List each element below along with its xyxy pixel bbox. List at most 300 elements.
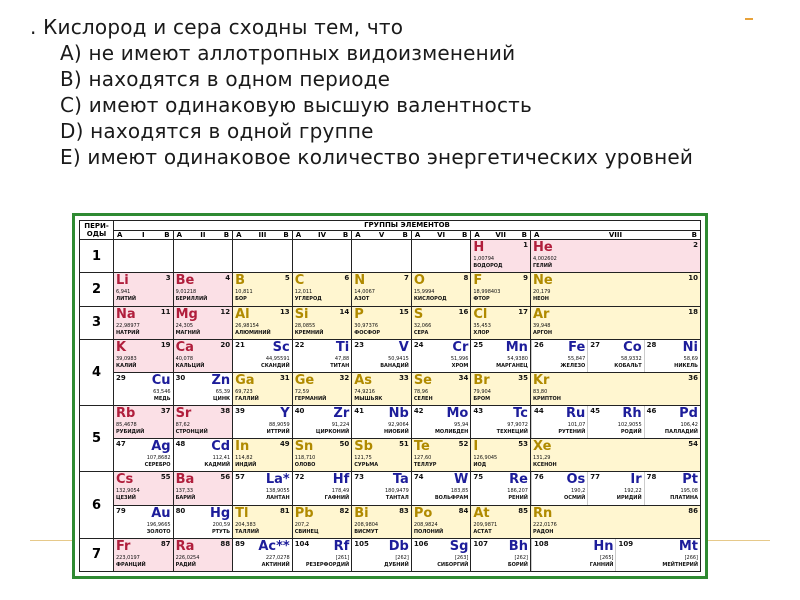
group-label-IV [292, 230, 352, 240]
element-name: ФТОР [473, 296, 490, 303]
atomic-mass: 121,75 [354, 455, 372, 462]
table-cell [352, 505, 412, 538]
atomic-mass: 208,9804 [354, 521, 379, 528]
element-name: НИОБИЙ [384, 429, 409, 436]
group-label-part: В [521, 230, 527, 239]
atomic-number: 48 [175, 440, 186, 449]
element-symbol: Po [413, 505, 433, 521]
element-name: ИРИДИЙ [616, 495, 642, 502]
element-Pt[interactable] [644, 472, 700, 504]
atomic-mass: 223,0197 [116, 554, 140, 561]
element-Co[interactable] [587, 340, 643, 372]
element-Ar[interactable] [531, 307, 700, 339]
element-Na[interactable] [114, 307, 173, 339]
element-symbol: H [473, 240, 485, 256]
element-Se[interactable] [412, 373, 471, 405]
atomic-number: 85 [518, 506, 528, 515]
element-symbol: Sg [449, 538, 469, 554]
element-symbol: Mt [678, 538, 699, 554]
table-cell [173, 339, 233, 372]
element-Zr[interactable] [293, 406, 352, 438]
element-Si[interactable] [293, 307, 352, 339]
period-number: 4 [80, 339, 114, 405]
element-Ta[interactable] [352, 472, 411, 504]
atomic-number: 32 [339, 373, 350, 382]
element-name: СВИНЕЦ [294, 528, 319, 535]
element-name: КОБАЛЬТ [614, 362, 642, 369]
atomic-number: 25 [473, 340, 484, 349]
element-Ra[interactable] [174, 539, 233, 571]
element-name: ОСМИЙ [564, 495, 586, 502]
element-Sn[interactable] [293, 439, 352, 471]
question-stem: . Кислород и сера сходны тем, что [30, 15, 404, 39]
atomic-number: 2 [693, 241, 698, 250]
atomic-number: 50 [339, 440, 350, 449]
table-cell [292, 439, 352, 472]
element-Tl[interactable] [233, 506, 292, 538]
element-Te[interactable] [412, 439, 471, 471]
table-cell [530, 306, 700, 339]
element-name: ЦИРКОНИЙ [315, 429, 350, 436]
element-name: БЕРИЛЛИЙ [175, 296, 208, 303]
element-Bh[interactable] [471, 539, 530, 571]
atomic-mass: 6,941 [116, 289, 131, 296]
element-Hf[interactable] [293, 472, 352, 504]
element-name: ВИСМУТ [354, 528, 379, 535]
element-symbol: Te [413, 439, 430, 455]
table-cell [114, 538, 174, 571]
element-name: АЗОТ [354, 296, 370, 303]
atomic-number: 43 [473, 407, 484, 416]
element-name: ИОД [473, 462, 487, 469]
element-name: НЕОН [532, 296, 549, 303]
element-Nb[interactable] [352, 406, 411, 438]
atomic-number: 3 [165, 274, 171, 283]
element-name: КАЛЬЦИЙ [175, 362, 205, 369]
element-symbol: Cu [151, 372, 171, 388]
element-name: ТАЛЛИЙ [235, 528, 260, 535]
atomic-mass: 131,29 [532, 455, 551, 462]
element-name: НИКЕЛЬ [674, 362, 698, 369]
atomic-mass: 126,9045 [473, 455, 498, 462]
element-Mt[interactable] [615, 539, 700, 571]
element-Po[interactable] [412, 506, 471, 538]
atomic-mass: 209,9871 [473, 521, 498, 528]
element-name: БРОМ [473, 395, 491, 402]
atomic-number: 49 [279, 440, 290, 449]
atomic-mass: 63,546 [153, 388, 171, 395]
table-cell [530, 372, 700, 405]
element-symbol: Tc [513, 406, 528, 422]
element-F[interactable] [471, 273, 530, 305]
atomic-number: 39 [235, 407, 245, 416]
atomic-number: 73 [354, 473, 364, 482]
table-cell [173, 306, 233, 339]
element-Os[interactable] [531, 472, 587, 504]
element-symbol: Rf [333, 538, 350, 554]
table-cell [233, 339, 293, 372]
element-Sr[interactable] [174, 406, 233, 438]
element-Ge[interactable] [293, 373, 352, 405]
element-name: РЕЗЕРФОРДИЙ [305, 561, 350, 568]
table-cell [352, 372, 412, 405]
element-symbol: Re [509, 472, 528, 488]
table-cell [352, 273, 412, 306]
element-symbol: I [473, 439, 479, 455]
element-name: РУТЕНИЙ [558, 429, 586, 436]
group-label-V [352, 230, 412, 240]
atomic-mass: [263] [454, 554, 469, 561]
atomic-number: 46 [646, 407, 657, 416]
period-number: 7 [80, 538, 114, 571]
element-symbol: Mg [175, 306, 198, 322]
atomic-mass: 95,94 [454, 422, 469, 429]
element-W[interactable] [412, 472, 471, 504]
element-symbol: In [235, 439, 250, 455]
period-row [80, 472, 701, 505]
atomic-mass: 127,60 [413, 455, 432, 462]
element-name: СИБОРГИЙ [437, 561, 469, 568]
atomic-mass: 118,710 [294, 455, 316, 462]
element-Y[interactable] [233, 406, 292, 438]
option-d[interactable]: D) находятся в одной группе [60, 119, 374, 143]
element-symbol: Ta [392, 472, 409, 488]
element-La[interactable] [233, 472, 292, 504]
element-Ba[interactable] [174, 472, 233, 504]
group-label-part: А [355, 230, 361, 239]
element-symbol: Rn [532, 505, 553, 521]
element-Ag[interactable] [114, 439, 173, 471]
element-symbol: Ba [175, 472, 195, 488]
atomic-number: 84 [458, 506, 469, 515]
element-symbol: Rb [116, 406, 136, 422]
element-Rb[interactable] [114, 406, 173, 438]
element-symbol: Nb [388, 406, 409, 422]
element-Ca[interactable] [174, 340, 233, 372]
element-As[interactable] [352, 373, 411, 405]
atomic-number: 15 [399, 307, 409, 316]
element-symbol: Au [151, 505, 171, 521]
atomic-number: 44 [533, 407, 544, 416]
element-name: РУБИДИЙ [116, 429, 145, 436]
group-label-part: V [378, 230, 385, 239]
table-cell [471, 505, 531, 538]
element-symbol: V [398, 339, 409, 355]
period-row [80, 273, 701, 306]
element-symbol: Hf [332, 472, 350, 488]
group-label-part: VIII [608, 230, 623, 239]
element-name: ЛИТИЙ [116, 296, 137, 303]
group-label-part: В [164, 230, 170, 239]
element-name: КРЕМНИЙ [294, 329, 324, 336]
element-symbol: Ne [532, 273, 553, 289]
atomic-number: 42 [413, 407, 424, 416]
atomic-mass: 18,998403 [473, 289, 501, 296]
element-Kr[interactable] [531, 373, 700, 405]
element-symbol: Fe [568, 339, 586, 355]
element-Bi[interactable] [352, 506, 411, 538]
element-Cs[interactable] [114, 472, 173, 504]
element-Db[interactable] [352, 539, 411, 571]
element-name: СКАНДИЙ [261, 362, 290, 369]
atomic-mass: 58,69 [683, 355, 698, 362]
element-Zn[interactable] [174, 373, 233, 405]
atomic-number: 7 [403, 274, 409, 283]
option-b[interactable]: B) находятся в одном периоде [60, 67, 391, 91]
question-block [30, 14, 770, 170]
element-Ni[interactable] [644, 340, 700, 372]
element-Sc[interactable] [233, 340, 292, 372]
atomic-mass: 12,011 [294, 289, 313, 296]
element-name: ХРОМ [451, 362, 469, 369]
table-cell [471, 372, 531, 405]
atomic-number: 72 [294, 473, 305, 482]
element-name: ИНДИЙ [235, 462, 257, 469]
group-label-part: В [462, 230, 468, 239]
atomic-number: 26 [533, 340, 544, 349]
element-symbol: Zr [333, 406, 350, 422]
element-Au[interactable] [114, 506, 173, 538]
element-Pb[interactable] [293, 506, 352, 538]
atomic-number: 77 [590, 473, 601, 482]
element-symbol: Os [566, 472, 586, 488]
table-cell [292, 472, 352, 505]
element-symbol: Mn [505, 339, 528, 355]
atomic-number: 6 [344, 274, 350, 283]
table-cell [352, 472, 412, 505]
atomic-number: 23 [354, 340, 364, 349]
atomic-number: 75 [473, 473, 484, 482]
option-a[interactable]: A) не имеют аллотропных видоизменений [60, 41, 516, 65]
atomic-number: 36 [688, 373, 698, 382]
table-cell [292, 339, 352, 372]
period-row [80, 240, 701, 273]
atomic-mass: [266] [684, 554, 699, 561]
atomic-number: 28 [646, 340, 657, 349]
table-cell [352, 538, 412, 571]
atomic-mass: 74,9216 [354, 388, 375, 395]
table-cell [411, 306, 471, 339]
element-name: ПОЛОНИЙ [413, 528, 444, 535]
group-label-part: IV [317, 230, 327, 239]
atomic-number: 37 [160, 407, 171, 416]
element-Cd[interactable] [174, 439, 233, 471]
table-cell [114, 439, 174, 472]
table-cell [173, 538, 233, 571]
element-Rf[interactable] [293, 539, 352, 571]
element-In[interactable] [233, 439, 292, 471]
table-cell [352, 406, 412, 439]
atomic-number: 12 [220, 307, 231, 316]
atomic-mass: 22,98977 [116, 322, 140, 329]
element-symbol: Co [623, 339, 642, 355]
atomic-mass: 204,383 [235, 521, 256, 528]
atomic-number: 40 [294, 407, 305, 416]
element-B[interactable] [233, 273, 292, 305]
element-Br[interactable] [471, 373, 530, 405]
element-name: АСТАТ [473, 528, 492, 535]
group-label-VII [471, 230, 531, 240]
element-O[interactable] [412, 273, 471, 305]
element-Hg[interactable] [174, 506, 233, 538]
element-Pd[interactable] [644, 406, 700, 438]
element-name: ДУБНИЙ [384, 561, 409, 568]
period-row [80, 406, 701, 439]
element-Hn[interactable] [531, 539, 616, 571]
atomic-mass: 9,01218 [175, 289, 197, 296]
atomic-mass: 114,82 [235, 455, 253, 462]
atomic-mass: 55,847 [567, 355, 586, 362]
atomic-number: 21 [235, 340, 245, 349]
period-number: 1 [80, 240, 114, 273]
period-row [80, 306, 701, 339]
element-Ti[interactable] [293, 340, 352, 372]
element-name: ТАНТАЛ [385, 495, 409, 502]
atomic-number: 56 [220, 473, 231, 482]
table-cell [173, 439, 233, 472]
atomic-mass: 226,0254 [175, 554, 200, 561]
element-C[interactable] [293, 273, 352, 305]
atomic-mass: 83,80 [532, 388, 548, 395]
table-cell [233, 306, 293, 339]
atomic-mass: 4,002602 [532, 256, 557, 263]
element-name: ТЕХНЕЦИЙ [496, 429, 528, 436]
element-name: АЛЮМИНИЙ [235, 329, 271, 336]
atomic-number: 74 [413, 473, 424, 482]
atomic-number: 18 [688, 307, 698, 316]
table-cell [471, 339, 531, 372]
element-P[interactable] [352, 307, 411, 339]
group-label-VIII [530, 230, 700, 240]
element-Fe[interactable] [531, 340, 587, 372]
table-cell [114, 240, 174, 273]
atomic-mass: 85,4678 [116, 422, 137, 429]
element-symbol: Mo [446, 406, 469, 422]
option-c[interactable]: C) имеют одинаковую высшую валентность [60, 93, 532, 117]
table-cell [352, 339, 412, 372]
atomic-mass: 92,9064 [388, 422, 409, 429]
table-cell [114, 505, 174, 538]
element-K[interactable] [114, 340, 173, 372]
atomic-number: 89 [235, 539, 245, 548]
atomic-number: 76 [533, 473, 544, 482]
element-Be[interactable] [174, 273, 233, 305]
element-symbol: F [473, 273, 483, 289]
element-symbol: C [294, 273, 305, 289]
element-name: КИСЛОРОД [413, 296, 447, 303]
atomic-mass: 101,07 [567, 422, 586, 429]
table-cell [173, 240, 233, 273]
element-Ir[interactable] [587, 472, 643, 504]
element-Sg[interactable] [412, 539, 471, 571]
group-label-part: VII [495, 230, 507, 239]
element-symbol: Sc [272, 339, 290, 355]
atomic-mass: 196,9665 [146, 521, 171, 528]
table-cell [114, 306, 174, 339]
group-label-part: I [142, 230, 145, 239]
element-Fr[interactable] [114, 539, 173, 571]
element-name: ВОДОРОД [473, 263, 503, 270]
atomic-number: 31 [279, 373, 290, 382]
element-Mo[interactable] [412, 406, 471, 438]
element-symbol: Si [294, 306, 309, 322]
element-name: ГЕЛИЙ [532, 263, 553, 270]
element-symbol: Ar [532, 306, 550, 322]
table-cell [471, 538, 531, 571]
element-symbol: At [473, 505, 490, 521]
element-name: КРИПТОН [532, 395, 561, 402]
element-Li[interactable] [114, 273, 173, 305]
element-Rn[interactable] [531, 506, 700, 538]
atomic-number: 107 [473, 539, 488, 548]
element-symbol: Ir [630, 472, 642, 488]
element-symbol: Cs [116, 472, 134, 488]
atomic-number: 8 [463, 274, 469, 283]
table-cell [411, 505, 471, 538]
atomic-mass: [262] [395, 554, 409, 561]
option-e[interactable]: E) имеют одинаковое количество энергетических уровней [60, 145, 694, 169]
group-label-part: II [200, 230, 206, 239]
element-Re[interactable] [471, 472, 530, 504]
element-symbol: Y [280, 406, 290, 422]
atomic-number: 53 [518, 440, 528, 449]
element-Ga[interactable] [233, 373, 292, 405]
atomic-mass: 180,9479 [384, 488, 409, 495]
element-Rh[interactable] [587, 406, 643, 438]
group-labels-row [80, 230, 701, 240]
element-Cl[interactable] [471, 307, 530, 339]
atomic-number: 86 [688, 506, 698, 515]
element-Ne[interactable] [531, 273, 700, 305]
element-H[interactable] [471, 240, 530, 272]
table-cell [530, 439, 700, 472]
element-At[interactable] [471, 506, 530, 538]
element-symbol: Ga [235, 372, 255, 388]
element-Tc[interactable] [471, 406, 530, 438]
element-Mn[interactable] [471, 340, 530, 372]
element-Al[interactable] [233, 307, 292, 339]
atomic-mass: 183,85 [450, 488, 469, 495]
atomic-mass: 78,96 [413, 388, 429, 395]
element-He[interactable] [531, 240, 700, 272]
element-V[interactable] [352, 340, 411, 372]
element-S[interactable] [412, 307, 471, 339]
table-cell [352, 240, 412, 273]
element-symbol: Sr [175, 406, 192, 422]
element-name: СЕРЕБРО [144, 462, 171, 469]
element-Cr[interactable] [412, 340, 471, 372]
atomic-mass: 107,8682 [146, 455, 171, 462]
group-label-part: В [342, 230, 349, 239]
element-Mg[interactable] [174, 307, 233, 339]
element-Ac[interactable] [233, 539, 292, 571]
element-Xe[interactable] [531, 439, 700, 471]
element-N[interactable] [352, 273, 411, 305]
table-cell [411, 472, 471, 505]
atomic-mass: [265] [600, 554, 614, 561]
table-cell [471, 406, 531, 439]
element-symbol: Rh [622, 406, 642, 422]
element-Cu[interactable] [114, 373, 173, 405]
element-I[interactable] [471, 439, 530, 471]
element-symbol: Tl [235, 505, 249, 521]
atomic-mass: 192,22 [624, 488, 642, 495]
atomic-number: 55 [160, 473, 171, 482]
table-cell [233, 472, 293, 505]
atomic-mass: 50,9415 [388, 355, 409, 362]
element-Sb[interactable] [352, 439, 411, 471]
element-Ru[interactable] [531, 406, 587, 438]
